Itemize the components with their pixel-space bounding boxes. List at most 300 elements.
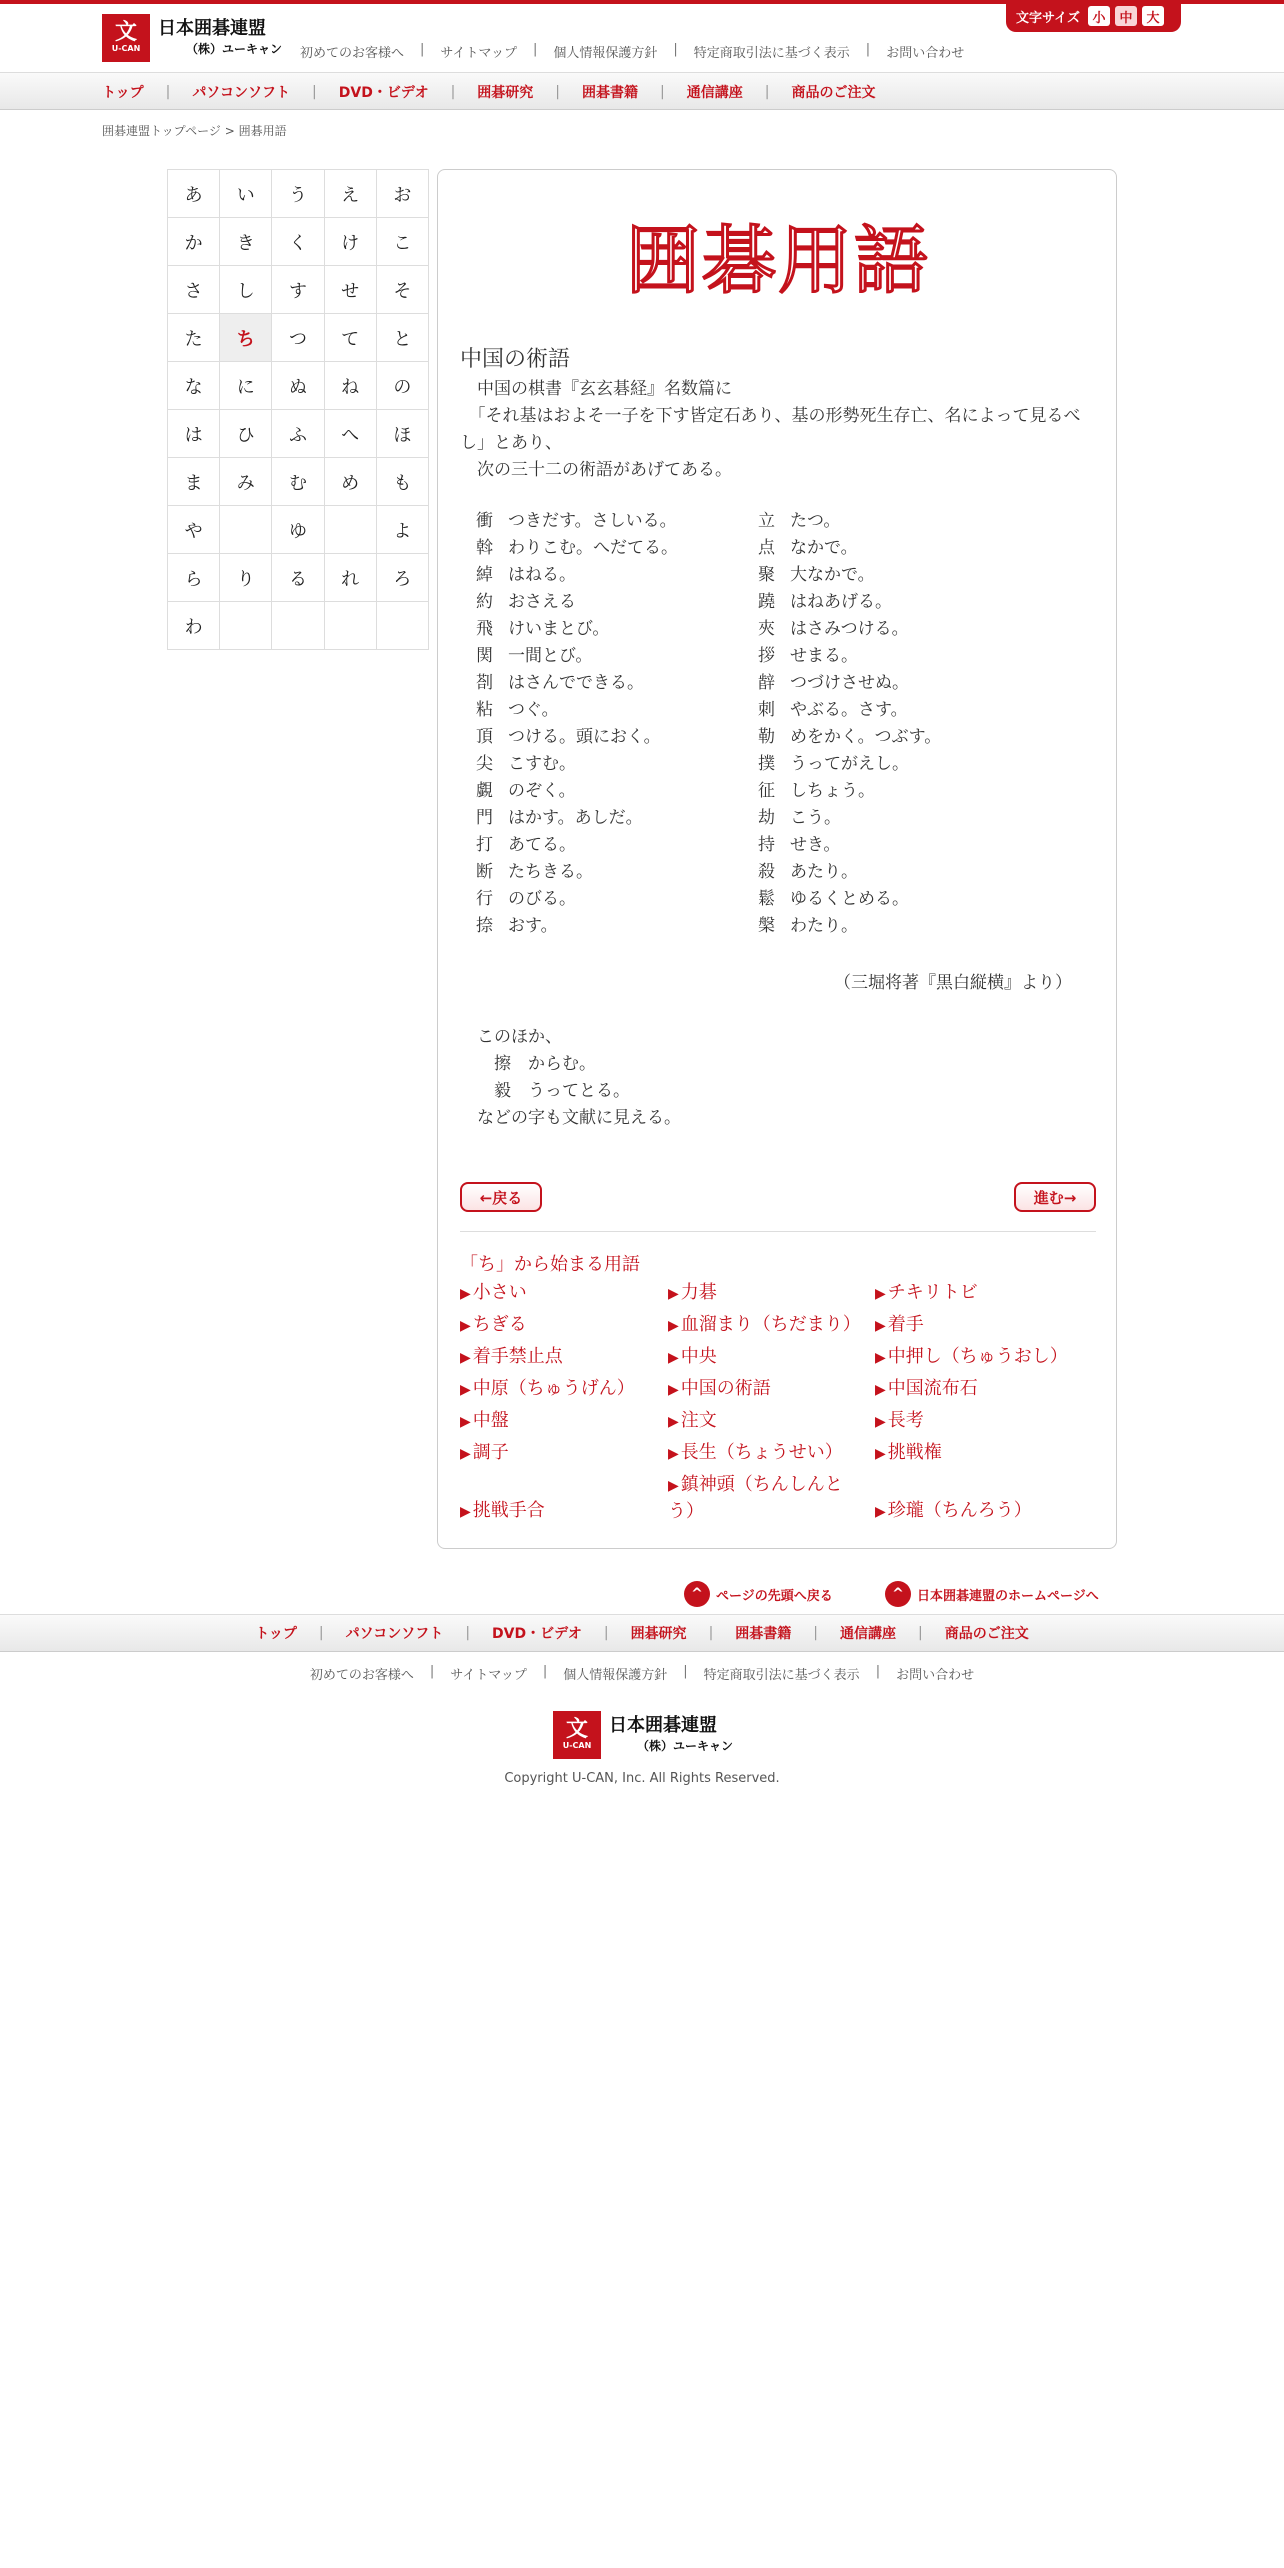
triangle-right-icon: ▶ <box>460 1382 471 1398</box>
kana-cell-empty <box>220 602 272 650</box>
related-term-label: 血溜まり（ちだまり） <box>680 1314 861 1335</box>
related-term-link[interactable] <box>875 1280 1075 1307</box>
other-line-4: などの字も文献に見える。 <box>460 1108 681 1128</box>
term-char: 拶 <box>758 646 775 666</box>
logo-subtitle: （株）ユーキャン <box>186 42 283 56</box>
triangle-right-icon: ▶ <box>668 1286 679 1302</box>
related-term-link[interactable] <box>875 1344 1075 1371</box>
kana-cell[interactable]: た <box>168 314 220 362</box>
kana-cell[interactable]: み <box>220 458 272 506</box>
font-size-large-button[interactable]: 大 <box>1142 6 1164 26</box>
kana-cell[interactable]: え <box>324 170 376 218</box>
kana-row <box>168 218 429 266</box>
footer-link-privacy[interactable]: 個人情報保護方針 <box>563 1668 668 1683</box>
breadcrumb[interactable]: 囲碁連盟トップページ > 囲碁用語 <box>102 124 287 138</box>
term-char: 綽 <box>476 565 493 585</box>
related-term-label: 力碁 <box>680 1282 717 1303</box>
next-button[interactable]: 進む→ <box>1014 1182 1096 1212</box>
separator: | <box>660 84 665 100</box>
term-char: 行 <box>476 889 493 909</box>
kana-cell[interactable]: も <box>376 458 428 506</box>
separator: | <box>420 42 425 57</box>
triangle-right-icon: ▶ <box>668 1350 679 1366</box>
separator: | <box>542 1664 548 1679</box>
term-char: 勒 <box>758 727 775 747</box>
term-row <box>476 751 746 778</box>
kana-cell[interactable]: あ <box>168 170 220 218</box>
kana-cell[interactable]: と <box>376 314 428 362</box>
nav-go-research[interactable]: 囲碁研究 <box>477 85 534 101</box>
util-link-privacy[interactable]: 個人情報保護方針 <box>553 46 658 61</box>
term-row <box>758 913 1078 940</box>
term-char: 立 <box>758 511 775 531</box>
term-char: 蹺 <box>758 592 775 612</box>
term-row <box>476 508 746 535</box>
kana-cell[interactable]: ふ <box>272 410 324 458</box>
intro-line-3: 次の三十二の術語があげてある。 <box>460 460 732 480</box>
term-meaning: けいまとび。 <box>508 619 610 639</box>
triangle-right-icon: ▶ <box>460 1286 471 1302</box>
kana-cell[interactable]: さ <box>168 266 220 314</box>
related-term-label: 中国の術語 <box>680 1378 771 1399</box>
term-meaning: せまる。 <box>790 646 858 666</box>
term-meaning: しちょう。 <box>790 781 875 801</box>
kana-cell[interactable]: ほ <box>376 410 428 458</box>
term-row <box>476 805 746 832</box>
kana-row <box>168 410 429 458</box>
term-row <box>758 562 1078 589</box>
kana-cell-empty <box>220 506 272 554</box>
related-term-label: 着手禁止点 <box>472 1346 563 1367</box>
kana-cell[interactable]: せ <box>324 266 376 314</box>
util-link-first-time[interactable]: 初めてのお客様へ <box>300 46 405 61</box>
term-row <box>476 535 746 562</box>
kana-cell[interactable]: く <box>272 218 324 266</box>
term-meaning: なかで。 <box>790 538 858 558</box>
triangle-right-icon: ▶ <box>875 1350 886 1366</box>
kana-cell[interactable]: て <box>324 314 376 362</box>
kana-cell-empty <box>376 602 428 650</box>
global-nav <box>0 72 1284 110</box>
term-char: 持 <box>758 835 775 855</box>
separator: | <box>813 1625 818 1641</box>
footer-nav-go-books[interactable]: 囲碁書籍 <box>735 1626 792 1642</box>
divider <box>460 1231 1096 1232</box>
term-row <box>758 886 1078 913</box>
font-size-medium-button[interactable]: 中 <box>1115 6 1137 26</box>
nav-order[interactable]: 商品のご注文 <box>791 85 876 101</box>
related-term-link[interactable] <box>460 1376 660 1403</box>
related-term-link[interactable] <box>668 1344 868 1371</box>
term-row <box>758 859 1078 886</box>
separator: | <box>532 42 538 57</box>
related-terms-title: 「ち」から始まる用語 <box>460 1254 640 1275</box>
kana-cell[interactable]: ぬ <box>272 362 324 410</box>
term-char: 衝 <box>476 511 493 531</box>
related-term-label: 着手 <box>887 1314 924 1335</box>
util-link-commerce-law[interactable]: 特定商取引法に基づく表示 <box>693 46 850 61</box>
footer-nav <box>0 1614 1284 1652</box>
kana-cell[interactable]: ち <box>220 314 272 362</box>
term-meaning: ゆるくとめる。 <box>790 889 909 909</box>
kana-cell[interactable]: こ <box>376 218 428 266</box>
term-char: 聚 <box>758 565 775 585</box>
ucan-logo-mark <box>553 1711 601 1759</box>
page-top-link[interactable] <box>684 1580 833 1608</box>
separator: | <box>312 84 317 100</box>
term-row <box>758 535 1078 562</box>
kana-row <box>168 362 429 410</box>
term-char: 捺 <box>476 916 493 936</box>
related-term-link[interactable] <box>668 1280 868 1307</box>
term-meaning: つぐ。 <box>508 700 559 720</box>
kana-row <box>168 506 429 554</box>
term-char: 飛 <box>476 619 493 639</box>
related-term-label: 中央 <box>680 1346 717 1367</box>
term-char: 尖 <box>476 754 493 774</box>
kana-cell[interactable]: り <box>220 554 272 602</box>
util-link-sitemap[interactable]: サイトマップ <box>440 46 517 61</box>
term-row <box>758 751 1078 778</box>
related-term-link[interactable] <box>460 1408 660 1435</box>
other-line-3: 毅 うってとる。 <box>460 1081 630 1101</box>
term-meaning: つきだす。さしいる。 <box>508 511 677 531</box>
term-meaning: つける。頭におく。 <box>508 727 661 747</box>
separator: | <box>450 84 456 100</box>
related-term-label: チキリトビ <box>887 1282 978 1303</box>
separator: | <box>865 42 871 57</box>
kana-row <box>168 602 429 650</box>
term-meaning: はねる。 <box>508 565 576 585</box>
kana-cell[interactable]: は <box>168 410 220 458</box>
term-meaning: 一間とび。 <box>508 646 593 666</box>
term-row <box>476 886 746 913</box>
related-term-link[interactable] <box>875 1408 1075 1435</box>
term-meaning: たつ。 <box>790 511 841 531</box>
related-term-label: 珍瓏（ちんろう） <box>887 1500 1032 1521</box>
triangle-right-icon: ▶ <box>875 1504 886 1520</box>
term-char: 槃 <box>758 916 775 936</box>
term-char: 点 <box>758 538 775 558</box>
page-title-logo <box>608 220 948 302</box>
triangle-right-icon: ▶ <box>875 1318 886 1334</box>
kana-row <box>168 170 429 218</box>
footer-link-contact[interactable]: お問い合わせ <box>896 1668 975 1683</box>
related-term-label: 中原（ちゅうげん） <box>472 1378 635 1399</box>
logo-ucan: U-CAN <box>111 44 141 53</box>
kana-cell[interactable]: る <box>272 554 324 602</box>
kana-cell[interactable]: し <box>220 266 272 314</box>
other-line-1: このほか、 <box>460 1027 562 1047</box>
intro-line-2: 「それ基はおよそ一子を下す皆定石あり、基の形勢死生存亡、名によって見るべし」とあり、 <box>460 406 1081 453</box>
footer-link-commerce-law[interactable]: 特定商取引法に基づく表示 <box>703 1668 860 1683</box>
triangle-right-icon: ▶ <box>875 1382 886 1398</box>
separator: | <box>918 1625 923 1641</box>
term-meaning: うってがえし。 <box>790 754 909 774</box>
kana-index-table <box>167 169 429 650</box>
triangle-right-icon: ▶ <box>668 1382 679 1398</box>
intro-line-1: 中国の棋書『玄玄碁経』名数篇に <box>460 379 732 399</box>
term-meaning: やぶる。さす。 <box>790 700 908 720</box>
term-meaning: つづけさせぬ。 <box>790 673 909 693</box>
logo-glyph: 文 <box>114 20 137 45</box>
term-meaning: わたり。 <box>790 916 858 936</box>
term-char: 粘 <box>476 700 493 720</box>
kana-cell[interactable]: そ <box>376 266 428 314</box>
term-meaning: めをかく。つぶす。 <box>790 727 942 747</box>
terms-left-column <box>476 508 746 940</box>
term-meaning: はさんでできる。 <box>508 673 644 693</box>
term-row <box>758 724 1078 751</box>
kana-cell[interactable]: お <box>376 170 428 218</box>
separator: | <box>429 1664 435 1679</box>
term-meaning: こう。 <box>790 808 841 828</box>
term-char: 殺 <box>758 862 775 882</box>
term-meaning: おす。 <box>508 916 558 936</box>
term-row <box>758 508 1078 535</box>
kana-cell[interactable]: な <box>168 362 220 410</box>
kana-cell[interactable]: む <box>272 458 324 506</box>
triangle-right-icon: ▶ <box>668 1478 679 1494</box>
term-row <box>476 913 746 940</box>
kana-cell[interactable]: ひ <box>220 410 272 458</box>
term-row <box>476 562 746 589</box>
kana-row <box>168 266 429 314</box>
kana-cell[interactable]: よ <box>376 506 428 554</box>
kana-cell[interactable]: わ <box>168 602 220 650</box>
related-term-link[interactable] <box>460 1344 660 1371</box>
term-char: 打 <box>476 835 493 855</box>
term-char: 刺 <box>758 700 775 720</box>
kana-row <box>168 554 429 602</box>
other-line-2: 擦 からむ。 <box>460 1054 596 1074</box>
kana-cell[interactable]: き <box>220 218 272 266</box>
related-term-label: 長生（ちょうせい） <box>680 1442 843 1463</box>
related-term-link[interactable] <box>875 1498 1075 1525</box>
kana-cell[interactable]: に <box>220 362 272 410</box>
separator: | <box>875 1664 881 1679</box>
term-char: 関 <box>476 646 493 666</box>
footer-link-sitemap[interactable]: サイトマップ <box>450 1668 527 1683</box>
term-char: 撲 <box>758 754 775 774</box>
term-row <box>758 616 1078 643</box>
term-row <box>476 859 746 886</box>
term-panel <box>437 169 1117 1549</box>
nav-go-books[interactable]: 囲碁書籍 <box>582 85 639 101</box>
separator: | <box>318 1625 324 1641</box>
home-link[interactable] <box>885 1580 1099 1608</box>
kana-row <box>168 458 429 506</box>
related-term-label: 挑戦手合 <box>472 1500 545 1521</box>
page-top-label: ページの先頭へ戻る <box>716 1588 833 1604</box>
term-char: 劫 <box>758 808 775 828</box>
related-term-label: 注文 <box>680 1410 717 1431</box>
term-meaning: あたり。 <box>790 862 858 882</box>
term-row <box>476 832 746 859</box>
related-term-label: 長考 <box>887 1410 924 1431</box>
related-term-link[interactable] <box>875 1440 1075 1467</box>
home-link-label: 日本囲碁連盟のホームページへ <box>917 1588 1099 1604</box>
kana-cell[interactable]: す <box>272 266 324 314</box>
related-term-link[interactable] <box>460 1312 660 1339</box>
term-meaning: わりこむ。へだてる。 <box>508 538 678 558</box>
term-row <box>758 643 1078 670</box>
footer-nav-correspondence[interactable]: 通信講座 <box>840 1626 896 1642</box>
footer-logo-title: 日本囲碁連盟 <box>609 1715 717 1736</box>
kana-cell[interactable]: ろ <box>376 554 428 602</box>
footer-link-first-time[interactable]: 初めてのお客様へ <box>309 1668 414 1683</box>
footer-nav-top[interactable]: トップ <box>255 1626 297 1642</box>
kana-cell[interactable]: ゆ <box>272 506 324 554</box>
nav-top[interactable]: トップ <box>102 85 144 101</box>
kana-cell[interactable]: の <box>376 362 428 410</box>
triangle-right-icon: ▶ <box>668 1318 679 1334</box>
terms-right-column <box>758 508 1078 940</box>
kana-row <box>168 314 429 362</box>
term-meaning: おさえる <box>508 592 576 612</box>
related-term-label: 中国流布石 <box>887 1378 978 1399</box>
related-term-link[interactable] <box>460 1498 660 1525</box>
kana-cell[interactable]: い <box>220 170 272 218</box>
font-size-switcher <box>1006 0 1181 32</box>
term-meaning: せき。 <box>790 835 841 855</box>
term-char: 頂 <box>476 727 493 747</box>
related-term-link[interactable] <box>668 1440 868 1467</box>
term-char: 約 <box>476 592 493 612</box>
triangle-right-icon: ▶ <box>460 1504 471 1520</box>
footer-logo-subtitle: （株）ユーキャン <box>637 1739 734 1753</box>
term-meaning: こすむ。 <box>508 754 576 774</box>
kana-cell-empty <box>324 506 376 554</box>
term-char: 門 <box>476 808 493 828</box>
term-row <box>758 670 1078 697</box>
separator: | <box>683 1664 688 1679</box>
related-term-link[interactable] <box>460 1440 660 1467</box>
term-row <box>476 643 746 670</box>
triangle-right-icon: ▶ <box>460 1414 471 1430</box>
separator: | <box>465 1625 471 1641</box>
arrow-up-icon: ^ <box>684 1581 710 1607</box>
nav-correspondence[interactable]: 通信講座 <box>686 85 743 101</box>
related-term-label: 中盤 <box>472 1410 509 1431</box>
term-row <box>476 724 746 751</box>
term-row <box>758 778 1078 805</box>
nav-pc-software[interactable]: パソコンソフト <box>192 85 291 101</box>
kana-cell[interactable]: ら <box>168 554 220 602</box>
related-term-label: ちぎる <box>472 1314 527 1335</box>
page-title-text: 囲碁用語 <box>626 218 930 304</box>
arrow-up-icon: ^ <box>885 1581 911 1607</box>
ucan-logo-mark <box>102 14 150 62</box>
triangle-right-icon: ▶ <box>460 1318 471 1334</box>
term-char: 剳 <box>476 673 493 693</box>
term-char: 辪 <box>758 673 775 693</box>
term-row <box>476 670 746 697</box>
term-meaning: のびる。 <box>508 889 576 909</box>
related-term-link[interactable] <box>668 1312 868 1339</box>
separator: | <box>165 84 171 100</box>
kana-cell[interactable]: や <box>168 506 220 554</box>
kana-cell-empty <box>272 602 324 650</box>
related-term-link[interactable] <box>668 1472 868 1525</box>
term-heading: 中国の術語 <box>460 347 571 372</box>
related-term-label: 挑戦権 <box>887 1442 942 1463</box>
separator: | <box>603 1625 609 1641</box>
term-row <box>758 589 1078 616</box>
related-term-link[interactable] <box>875 1376 1075 1403</box>
footer-nav-order[interactable]: 商品のご注文 <box>944 1626 1029 1642</box>
term-char: 断 <box>476 862 493 882</box>
term-meaning: はねあげる。 <box>790 592 892 612</box>
kana-cell[interactable]: か <box>168 218 220 266</box>
util-link-contact[interactable]: お問い合わせ <box>886 46 965 61</box>
term-char: 覷 <box>476 781 493 801</box>
term-meaning: はかす。あしだ。 <box>508 808 643 828</box>
utility-links <box>300 42 964 61</box>
related-term-link[interactable] <box>668 1408 868 1435</box>
kana-cell[interactable]: ね <box>324 362 376 410</box>
kana-cell[interactable]: つ <box>272 314 324 362</box>
term-row <box>476 589 746 616</box>
triangle-right-icon: ▶ <box>668 1446 679 1462</box>
term-row <box>758 697 1078 724</box>
term-char: 夾 <box>758 619 775 639</box>
kana-cell[interactable]: う <box>272 170 324 218</box>
term-meaning: はさみつける。 <box>790 619 909 639</box>
footer-utility-links <box>0 1664 1284 1683</box>
font-size-small-button[interactable]: 小 <box>1088 6 1110 26</box>
term-row <box>476 616 746 643</box>
kana-cell[interactable]: け <box>324 218 376 266</box>
footer-nav-pc-software[interactable]: パソコンソフト <box>345 1626 444 1642</box>
kana-cell[interactable]: れ <box>324 554 376 602</box>
footer-logo[interactable] <box>553 1711 733 1759</box>
kana-cell[interactable]: め <box>324 458 376 506</box>
term-meaning: あてる。 <box>508 835 576 855</box>
term-row <box>758 832 1078 859</box>
footer-nav-go-research[interactable]: 囲碁研究 <box>630 1626 687 1642</box>
related-term-link[interactable] <box>460 1280 660 1307</box>
triangle-right-icon: ▶ <box>875 1286 886 1302</box>
term-meaning: たちきる。 <box>508 862 593 882</box>
separator: | <box>673 42 678 57</box>
related-term-label: 鎮神頭（ちんしんとう） <box>668 1474 843 1522</box>
back-button[interactable]: ←戻る <box>460 1182 542 1212</box>
kana-cell-empty <box>324 602 376 650</box>
separator: | <box>708 1625 714 1641</box>
term-meaning: のぞく。 <box>508 781 576 801</box>
triangle-right-icon: ▶ <box>875 1414 886 1430</box>
nav-dvd-video[interactable]: DVD・ビデオ <box>338 85 429 101</box>
related-term-link[interactable] <box>668 1376 868 1403</box>
term-char: 斡 <box>476 538 493 558</box>
kana-cell[interactable]: へ <box>324 410 376 458</box>
term-char: 鬆 <box>758 889 775 909</box>
logo-glyph: 文 <box>565 1717 588 1742</box>
site-logo[interactable] <box>102 14 282 62</box>
related-term-label: 小さい <box>472 1282 527 1303</box>
separator: | <box>555 84 561 100</box>
kana-cell[interactable]: ま <box>168 458 220 506</box>
term-row <box>476 697 746 724</box>
separator: | <box>764 84 770 100</box>
related-term-link[interactable] <box>875 1312 1075 1339</box>
logo-title: 日本囲碁連盟 <box>158 18 266 39</box>
footer-nav-dvd-video[interactable]: DVD・ビデオ <box>492 1626 582 1642</box>
term-char: 征 <box>758 781 775 801</box>
font-size-label: 文字サイズ <box>1016 10 1080 26</box>
related-term-label: 中押し（ちゅうおし） <box>887 1346 1068 1367</box>
